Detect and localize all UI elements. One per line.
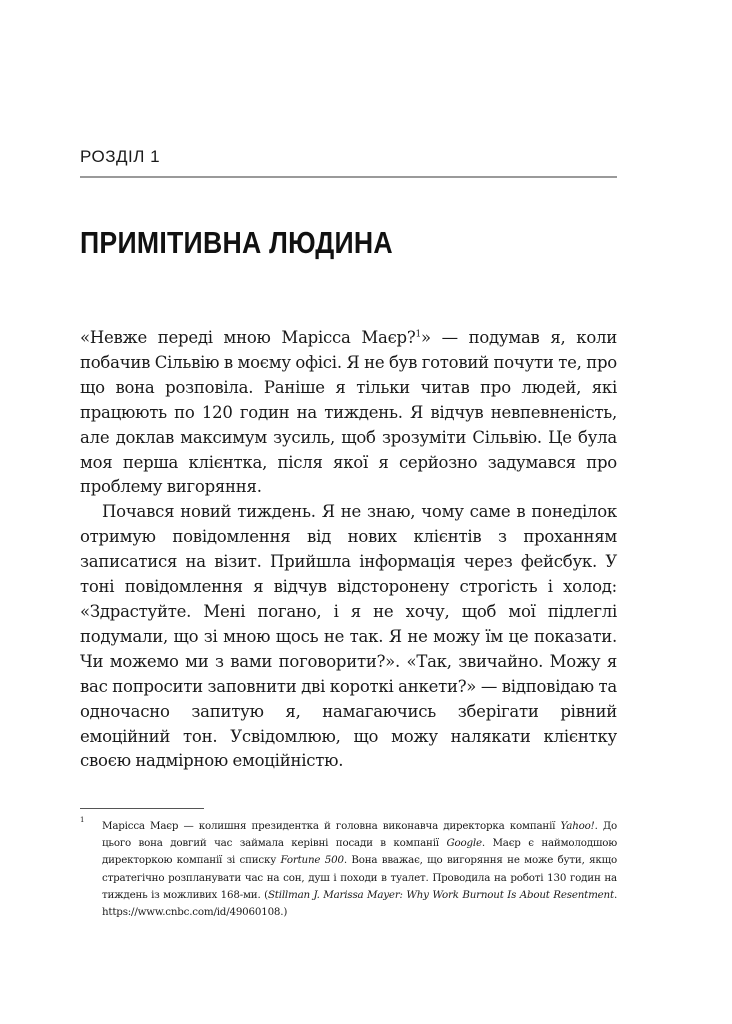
footnote-number: 1	[80, 816, 85, 824]
paragraph-2: Почався новий тиждень. Я не знаю, чому саме в понеділок отримую повідомлення від нових клієнтів з проханням записатися на візит. Прийшла інформація через фейсбук. У тоні повідомлення я відчув відсторонену строгість і холод: «Здрастуйте. Мені погано, і я не хочу, щоб мої підлеглі подумали, що зі мною щось не так. Я не можу їм це показати. Чи можемо ми з вами поговорити?». «Так, звичайно. Можу я вас попросити заповнити дві короткі анкети?» — відповідаю та одночасно запитую я, намагаючись зберігати рівний емоційний тон. Усвідомлюю, що можу налякати клієнтку своєю надмірною емоційністю.	[80, 502, 617, 771]
footnote-company-yahoo: Yahoo!	[560, 820, 595, 832]
paragraph-1-text-start: «Невже переді мною Марісса Маєр?	[80, 328, 416, 347]
footnote-text-part-4: . Вона вважає, що вигоряння не може бути, якщо стратегічно розпланувати час на сон, душ і походи в туалет. Проводила на роботі 130 годин на тиждень із можливих 168-ми. (	[102, 854, 617, 901]
chapter-title: ПРИМІТИВНА ЛЮДИНА	[80, 225, 393, 260]
footnote-source-url[interactable]: . https://www.cnbc.com/id/49060108.)	[102, 888, 618, 919]
footnote-divider	[80, 808, 204, 809]
chapter-divider	[80, 176, 617, 178]
footnote-text-part-1: Марісса Маєр — колишня президентка й головна виконавча директорка компанії	[102, 820, 561, 832]
footnote-company-google: Google	[446, 837, 482, 850]
paragraph-1	[80, 326, 617, 500]
footnote-source-title: Stillman J. Marissa Mayer: Why Work Burnout Is About Resentment	[267, 888, 614, 901]
footnote-text-part-3: . Маєр є наймолодшою директоркою компанії зі списку	[102, 837, 618, 867]
body-text	[80, 326, 617, 774]
footnote-text	[102, 818, 617, 921]
paragraph-1-text-end: » — подумав я, коли побачив Сільвію в моєму офісі. Я не був готовий почути те, про що вона розповіла. Раніше я тільки читав про людей, які працюють по 120 годин на тиждень. Я відчув невпевненість, але доклав максимум зусиль, щоб зрозуміти Сільвію. Це була моя перша клієнтка, після якої я серйозно задумався про проблему вигоряння.	[80, 328, 617, 497]
footnote-reference[interactable]: 1	[415, 329, 421, 340]
footnote	[80, 818, 617, 921]
footnote-text-part-2: . До цього вона довгий час займала керівні посади в компанії	[102, 820, 617, 850]
chapter-label: РОЗДІЛ 1	[80, 147, 161, 166]
book-page	[80, 0, 617, 1024]
footnote-list-fortune: Fortune 500	[280, 854, 344, 867]
